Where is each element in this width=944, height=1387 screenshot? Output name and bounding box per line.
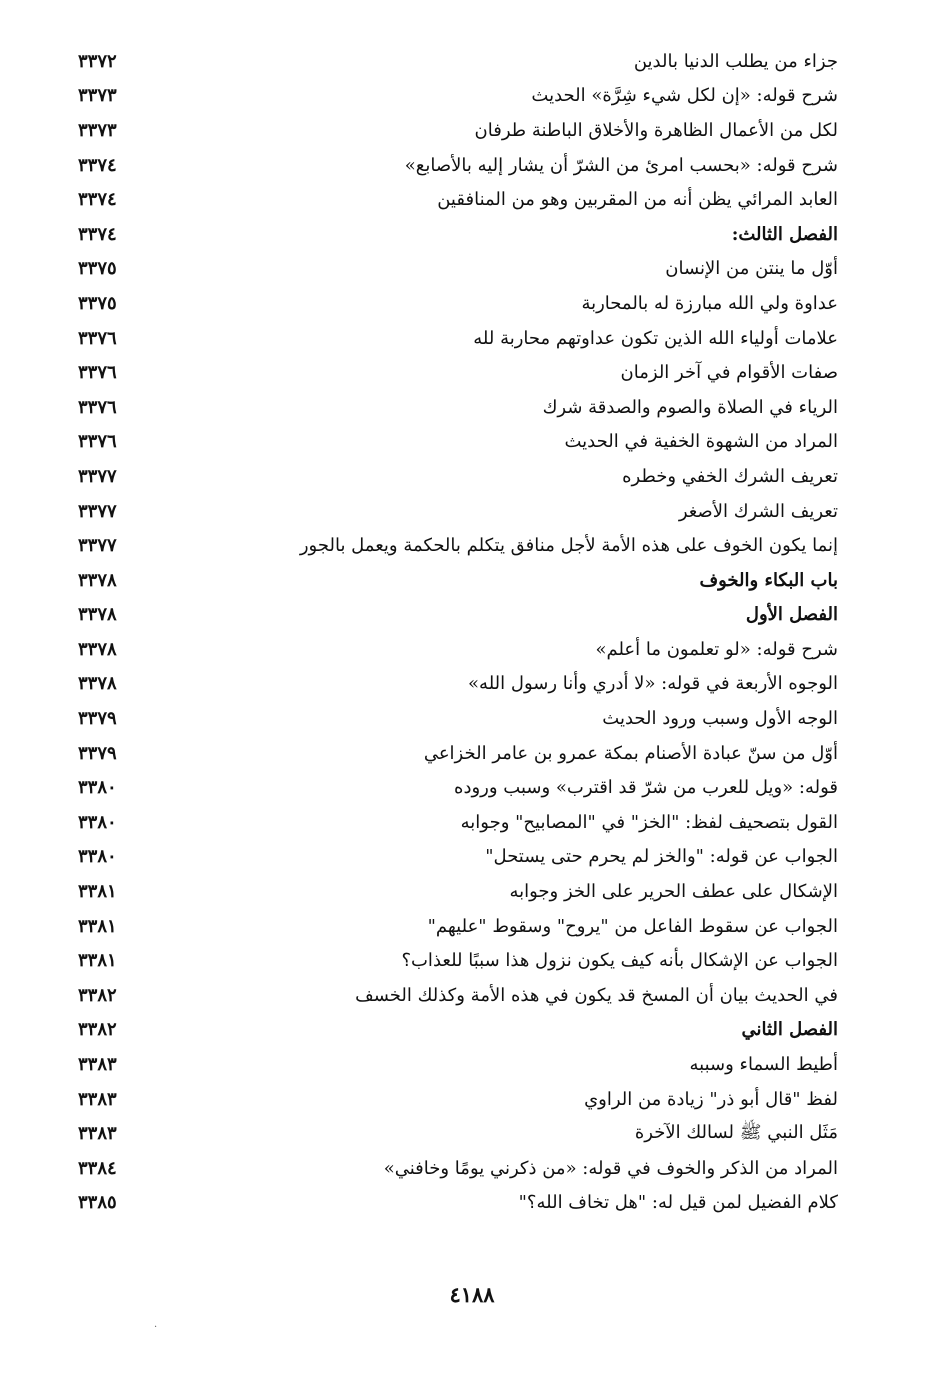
entry-title: لكل من الأعمال الظاهرة والأخلاق الباطنة طرفان <box>474 119 838 141</box>
entry-page: ٣٣٧٦ <box>78 327 117 349</box>
entry-title: مَثَل النبي ﷺ لسالك الآخرة <box>634 1121 838 1143</box>
toc-heading-row <box>78 217 838 252</box>
entry-page: ٣٣٧٦ <box>78 362 117 384</box>
toc-entry <box>78 390 838 425</box>
entry-title: الإشكال على عطف الحرير على الخز وجوابه <box>509 881 838 903</box>
entry-title: تعريف الشرك الأصغر <box>678 500 838 522</box>
entry-page: ٣٣٧٧ <box>78 535 117 557</box>
entry-page: ٣٣٧٣ <box>78 119 117 141</box>
entry-title: صفات الأقوام في آخر الزمان <box>620 362 838 384</box>
toc-entry <box>78 321 838 356</box>
entry-page: ٣٣٨٥ <box>78 1192 117 1214</box>
entry-page: ٣٣٧٩ <box>78 708 117 730</box>
toc-entry <box>78 701 838 736</box>
entry-page: ٣٣٨٣ <box>78 1123 117 1145</box>
entry-page: ٣٣٧٢ <box>78 50 117 72</box>
entry-page: ٣٣٧٧ <box>78 500 117 522</box>
table-of-contents <box>78 44 838 1220</box>
entry-title: شرح قوله: «بحسب امرئ من الشرّ أن يشار إليه بالأصابع» <box>404 154 838 176</box>
entry-page: ٣٣٨١ <box>78 881 117 903</box>
toc-entry <box>78 1151 838 1186</box>
entry-page: ٣٣٧٤ <box>78 154 117 176</box>
entry-title: قوله: «ويل للعرب من شرّ قد اقترب» وسبب وروده <box>454 777 838 799</box>
toc-heading-row <box>78 563 838 598</box>
toc-entry <box>78 736 838 771</box>
entry-title: جزاء من يطلب الدنيا بالدين <box>633 50 838 72</box>
entry-page: ٣٣٧٥ <box>78 258 117 280</box>
toc-entry <box>78 182 838 217</box>
entry-page: ٣٣٧٨ <box>78 673 117 695</box>
entry-title: الجواب عن سقوط الفاعل من "يروح" وسقوط "عليهم" <box>427 915 838 937</box>
entry-title: الجواب عن قوله: "والخز لم يحرم حتى يستحل" <box>485 846 838 868</box>
entry-page: ٣٣٧٨ <box>78 638 117 660</box>
entry-title: تعريف الشرك الخفي وخطره <box>622 465 838 487</box>
toc-entry <box>78 909 838 944</box>
entry-title: القول بتصحيف لفظ: "الخز" في "المصابيح" وجوابه <box>460 811 838 833</box>
entry-title: العابد المرائي يظن أنه من المقربين وهو من المنافقين <box>437 189 838 211</box>
toc-entry <box>78 1047 838 1082</box>
entry-title: إنما يكون الخوف على هذه الأمة لأجل منافق يتكلم بالحكمة ويعمل بالجور <box>299 535 838 557</box>
entry-page: ٣٣٧٨ <box>78 604 117 626</box>
entry-title: باب البكاء والخوف <box>699 569 838 591</box>
toc-heading-row <box>78 598 838 633</box>
entry-page: ٣٣٨٠ <box>78 811 117 833</box>
toc-entry <box>78 44 838 79</box>
entry-title: الفصل الثالث: <box>731 223 838 245</box>
toc-entry <box>78 355 838 390</box>
stray-mark: · <box>154 1322 158 1333</box>
entry-page: ٣٣٧٥ <box>78 292 117 314</box>
toc-entry <box>78 252 838 287</box>
entry-title: شرح قوله: «لو تعلمون ما أعلم» <box>595 638 838 660</box>
entry-page: ٣٣٨٢ <box>78 984 117 1006</box>
entry-title: لفظ "قال أبو ذر" زيادة من الراوي <box>584 1088 838 1110</box>
toc-entry <box>78 667 838 702</box>
entry-title: عداوة ولي الله مبارزة له بالمحاربة <box>581 292 838 314</box>
entry-page: ٣٣٧٤ <box>78 189 117 211</box>
entry-title: الوجه الأول وسبب ورود الحديث <box>602 708 838 730</box>
toc-entry <box>78 770 838 805</box>
entry-title: أوّل ما ينتن من الإنسان <box>665 258 838 280</box>
entry-title: الرياء في الصلاة والصوم والصدقة شرك <box>542 396 838 418</box>
entry-page: ٣٣٧٦ <box>78 431 117 453</box>
toc-entry <box>78 528 838 563</box>
entry-title: علامات أولياء الله الذين تكون عداوتهم محاربة لله <box>473 327 838 349</box>
entry-page: ٣٣٨٠ <box>78 846 117 868</box>
entry-title: الوجوه الأربعة في قوله: «لا أدري وأنا رسول الله» <box>468 673 838 695</box>
toc-entry <box>78 459 838 494</box>
toc-entry <box>78 1082 838 1117</box>
toc-entry <box>78 1116 838 1151</box>
toc-entry <box>78 943 838 978</box>
entry-page: ٣٣٧٩ <box>78 742 117 764</box>
entry-page: ٣٣٨٣ <box>78 1054 117 1076</box>
toc-entry <box>78 840 838 875</box>
entry-page: ٣٣٨٠ <box>78 777 117 799</box>
toc-entry <box>78 632 838 667</box>
entry-page: ٣٣٨١ <box>78 915 117 937</box>
toc-entry <box>78 874 838 909</box>
entry-title: شرح قوله: «إن لكل شيء شِرَّة» الحديث <box>531 85 838 107</box>
entry-page: ٣٣٧٤ <box>78 223 117 245</box>
entry-title: المراد من الشهوة الخفية في الحديث <box>564 431 838 453</box>
entry-title: الفصل الثاني <box>741 1019 838 1041</box>
entry-page: ٣٣٧٣ <box>78 85 117 107</box>
toc-entry <box>78 978 838 1013</box>
entry-title: كلام الفضيل لمن قيل له: "هل تخاف الله؟" <box>518 1192 838 1214</box>
page-number: ٤١٨٨ <box>449 1282 495 1307</box>
entry-page: ٣٣٧٨ <box>78 569 117 591</box>
entry-title: المراد من الذكر والخوف في قوله: «من ذكرني يومًا وخافني» <box>383 1157 838 1179</box>
entry-page: ٣٣٨٣ <box>78 1088 117 1110</box>
entry-page: ٣٣٧٦ <box>78 396 117 418</box>
toc-entry <box>78 148 838 183</box>
entry-title: الجواب عن الإشكال بأنه كيف يكون نزول هذا سببًا للعذاب؟ <box>401 950 838 972</box>
toc-entry <box>78 494 838 529</box>
toc-entry <box>78 1186 838 1221</box>
entry-title: الفصل الأول <box>745 604 838 626</box>
entry-page: ٣٣٨١ <box>78 950 117 972</box>
toc-entry <box>78 79 838 114</box>
entry-page: ٣٣٨٤ <box>78 1157 117 1179</box>
entry-title: في الحديث بيان أن المسخ قد يكون في هذه الأمة وكذلك الخسف <box>355 984 838 1006</box>
toc-entry <box>78 113 838 148</box>
entry-page: ٣٣٧٧ <box>78 465 117 487</box>
entry-title: أطيط السماء وسببه <box>689 1054 838 1076</box>
entry-title: أوّل من سنّ عبادة الأصنام بمكة عمرو بن عامر الخزاعي <box>423 742 838 764</box>
entry-page: ٣٣٨٢ <box>78 1019 117 1041</box>
toc-heading-row <box>78 1013 838 1048</box>
toc-entry <box>78 425 838 460</box>
toc-entry <box>78 805 838 840</box>
toc-entry <box>78 286 838 321</box>
